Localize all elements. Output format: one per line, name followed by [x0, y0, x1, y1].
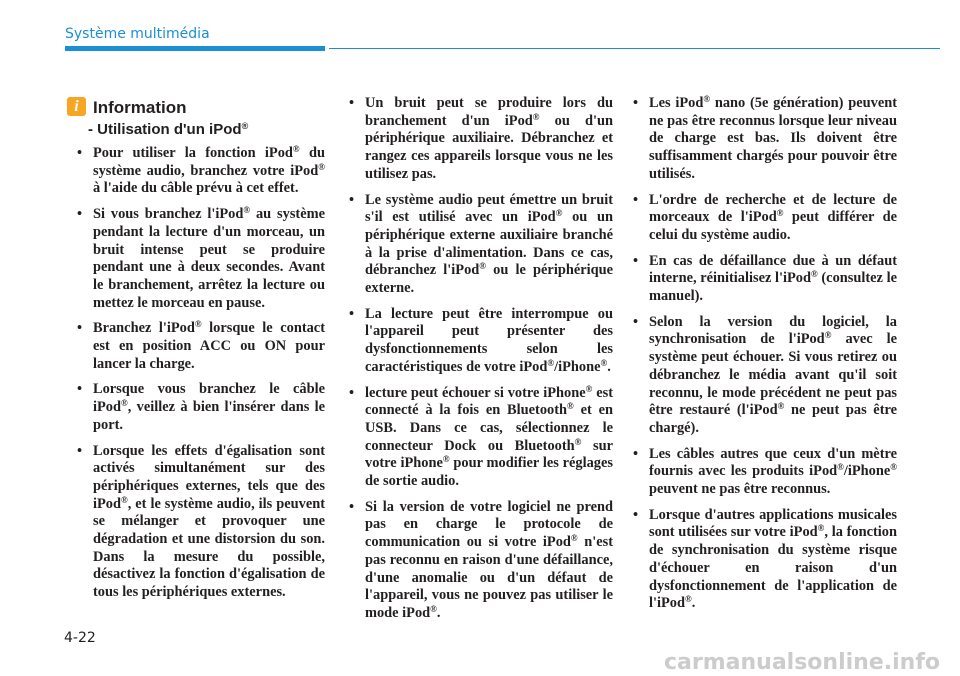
registered-mark: ® — [600, 357, 608, 368]
registered-mark: ® — [442, 454, 450, 465]
page-number: 4-22 — [64, 630, 96, 646]
watermark: carmanualsonline.info — [664, 650, 940, 675]
registered-mark: ® — [430, 603, 437, 614]
registered-mark: ® — [837, 462, 844, 473]
text-column-3 — [633, 95, 897, 621]
registered-mark: ® — [777, 401, 785, 412]
list-item: • Pour utiliser la fonction iPod® du système audio, branchez votre iPod® à l'aide du câble prévu à cet effet. — [77, 145, 325, 198]
text-column-2 — [349, 95, 613, 631]
info-subtitle — [88, 121, 248, 138]
list-item: • Les iPod® nano (5e génération) peuvent ne pas être reconnus lorsque leur niveau de charge est bas. Ils doivent être suffisamment chargés pour pouvoir être utilisés. — [633, 95, 897, 184]
list-item: • Si vous branchez l'iPod® au système pendant la lecture d'un morceau, un bruit intense peut se produire pendant une à deux secondes. Avant le branchement, arrêtez la lecture ou mettez le morceau en pause. — [77, 206, 325, 312]
registered-mark: ® — [121, 494, 128, 505]
registered-mark: ® — [547, 357, 555, 368]
registered-mark: ® — [824, 330, 832, 341]
registered-mark: ® — [121, 398, 128, 409]
registered-mark: ® — [811, 269, 818, 280]
list-item: • Lorsque vous branchez le câble iPod®, veillez à bien l'insérer dans le port. — [77, 381, 325, 434]
registered-mark: ® — [570, 533, 578, 544]
registered-mark: ® — [817, 523, 825, 534]
registered-mark: ® — [241, 121, 249, 131]
list-item: • Lorsque d'autres applications musicales sont utilisées sur votre iPod®, la fonction de synchronisation du système risque d'échouer en raison d'un dysfonctionnement de l'application de l'iPod®. — [633, 507, 897, 613]
info-icon: i — [67, 97, 86, 116]
section-header-title: Système multimédia — [65, 26, 210, 42]
registered-mark: ® — [890, 462, 897, 473]
list-item: • Un bruit peut se produire lors du branchement d'un iPod® ou d'un périphérique auxiliaire. Débranchez et rangez ces appareils lorsque vous ne les utilisez pas. — [349, 95, 613, 184]
list-item: • Si la version de votre logiciel ne prend pas en charge le protocole de communication ou si votre iPod® n'est pas reconnu en raison d'une défaillance, d'une anomalie ou d'un défaut de l'appareil, vous ne pouvez pas utiliser le mode iPod®. — [349, 499, 613, 623]
registered-mark: ® — [479, 261, 487, 272]
registered-mark: ® — [574, 436, 582, 447]
text-column-1 — [77, 145, 325, 610]
registered-mark: ® — [292, 144, 300, 154]
registered-mark: ® — [703, 94, 711, 104]
registered-mark: ® — [684, 594, 692, 605]
registered-mark: ® — [532, 111, 540, 122]
list-item: • Branchez l'iPod® lorsque le contact est en position ACC ou ON pour lancer la charge. — [77, 320, 325, 373]
registered-mark: ® — [194, 319, 202, 330]
list-item: • Le système audio peut émettre un bruit s'il est utilisé avec un iPod® ou un périphérique externe auxiliaire branché à la prise d'alimentation. Dans ce cas, débranchez l'iPod® ou le périphérique externe. — [349, 192, 613, 298]
registered-mark: ® — [243, 205, 251, 216]
registered-mark: ® — [567, 401, 574, 412]
header-divider-thin — [329, 48, 940, 49]
list-item: • lecture peut échouer si votre iPhone® est connecté à la fois en Bluetooth® et en USB. Dans ce cas, sélectionnez le connecteur Dock ou Bluetooth® sur votre iPhone® pour modifier les réglages de sortie audio. — [349, 385, 613, 491]
registered-mark: ® — [555, 208, 563, 219]
list-item: • Lorsque les effets d'égalisation sont activés simultanément sur des périphériques externes, tels que des iPod®, et le système audio, ils peuvent se mélanger et provoquer une dégradation et une distorsion du son. Dans la mesure du possible, désactivez la fonction d'égalisation de tous les périphériques externes. — [77, 443, 325, 602]
header-divider-thick — [65, 46, 325, 51]
info-title: Information — [93, 98, 187, 117]
list-item: • Les câbles autres que ceux d'un mètre fournis avec les produits iPod®/iPhone® peuvent ne pas être reconnus. — [633, 446, 897, 499]
list-item: • En cas de défaillance due à un défaut interne, réinitialisez l'iPod® (consultez le manuel). — [633, 253, 897, 306]
registered-mark: ® — [318, 161, 325, 172]
registered-mark: ® — [585, 383, 593, 394]
list-item: • Selon la version du logiciel, la synchronisation de l'iPod® avec le système peut échouer. Si vous retirez ou débranchez le média avant qu'il soit reconnu, le mode précédent ne peut pas être restauré (l'iPod® ne peut pas être chargé). — [633, 314, 897, 438]
list-item: • L'ordre de recherche et de lecture de morceaux de l'iPod® peut différer de celui du système audio. — [633, 192, 897, 245]
list-item: • La lecture peut être interrompue ou l'appareil peut présenter des dysfonctionnements selon les caractéristiques de votre iPod®/iPhone®. — [349, 306, 613, 377]
info-subtitle-text: - Utilisation d'un iPod — [88, 121, 242, 138]
registered-mark: ® — [776, 208, 784, 219]
